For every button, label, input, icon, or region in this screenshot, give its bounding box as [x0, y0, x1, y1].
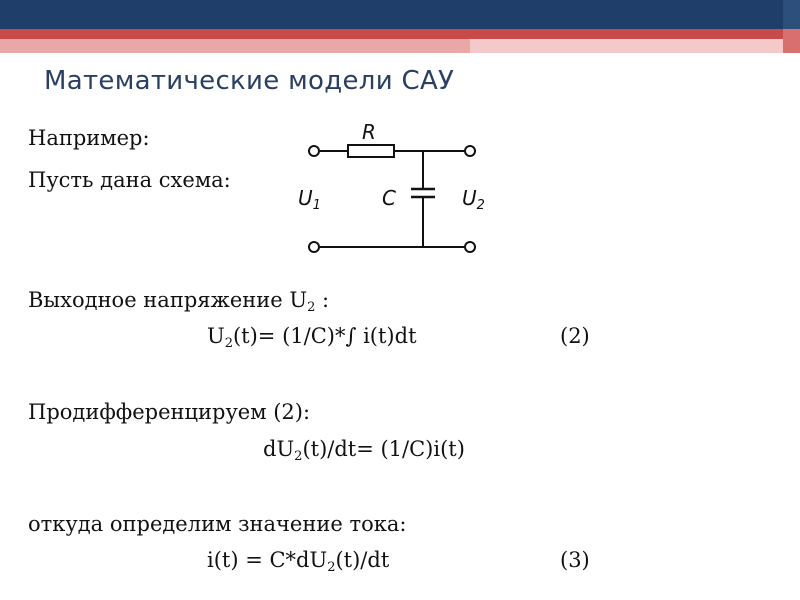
- header-band-pale: [470, 39, 800, 53]
- input-terminal-bottom: [309, 242, 319, 252]
- equation-2: $U_2(t)= (1/C)*\int$ i(t)dt: [207, 324, 417, 351]
- scheme-label: Пусть дана схема:: [28, 168, 231, 192]
- resistor-label: R: [362, 120, 376, 144]
- output-voltage-label: $U_2$: [462, 186, 485, 213]
- header-corner-dark: [783, 0, 800, 29]
- output-voltage-label: Выходное напряжение $U_2$ :: [28, 288, 330, 315]
- rc-circuit-diagram: [290, 118, 520, 258]
- differentiate-label: Продифференцируем (2):: [28, 400, 311, 424]
- equation-3: $i(t) = C*dU_2(t)/dt$: [207, 548, 390, 575]
- header-band-dark: [0, 0, 800, 29]
- header-corner-accent: [783, 29, 800, 53]
- equation-derivative: $dU_2(t)/dt= (1/C)i(t)$: [263, 437, 465, 464]
- example-label: Например:: [28, 126, 150, 150]
- resistor: [348, 145, 394, 157]
- current-label: откуда определим значение тока:: [28, 512, 407, 536]
- input-voltage-label: $U_1$: [298, 186, 321, 213]
- slide-title: Математические модели САУ: [44, 66, 455, 96]
- capacitor-label: C: [382, 186, 396, 210]
- equation-3-number: (3): [560, 548, 590, 572]
- output-terminal-top: [465, 146, 475, 156]
- equation-2-number: (2): [560, 324, 590, 348]
- input-terminal-top: [309, 146, 319, 156]
- output-terminal-bottom: [465, 242, 475, 252]
- header-band-accent: [0, 29, 800, 39]
